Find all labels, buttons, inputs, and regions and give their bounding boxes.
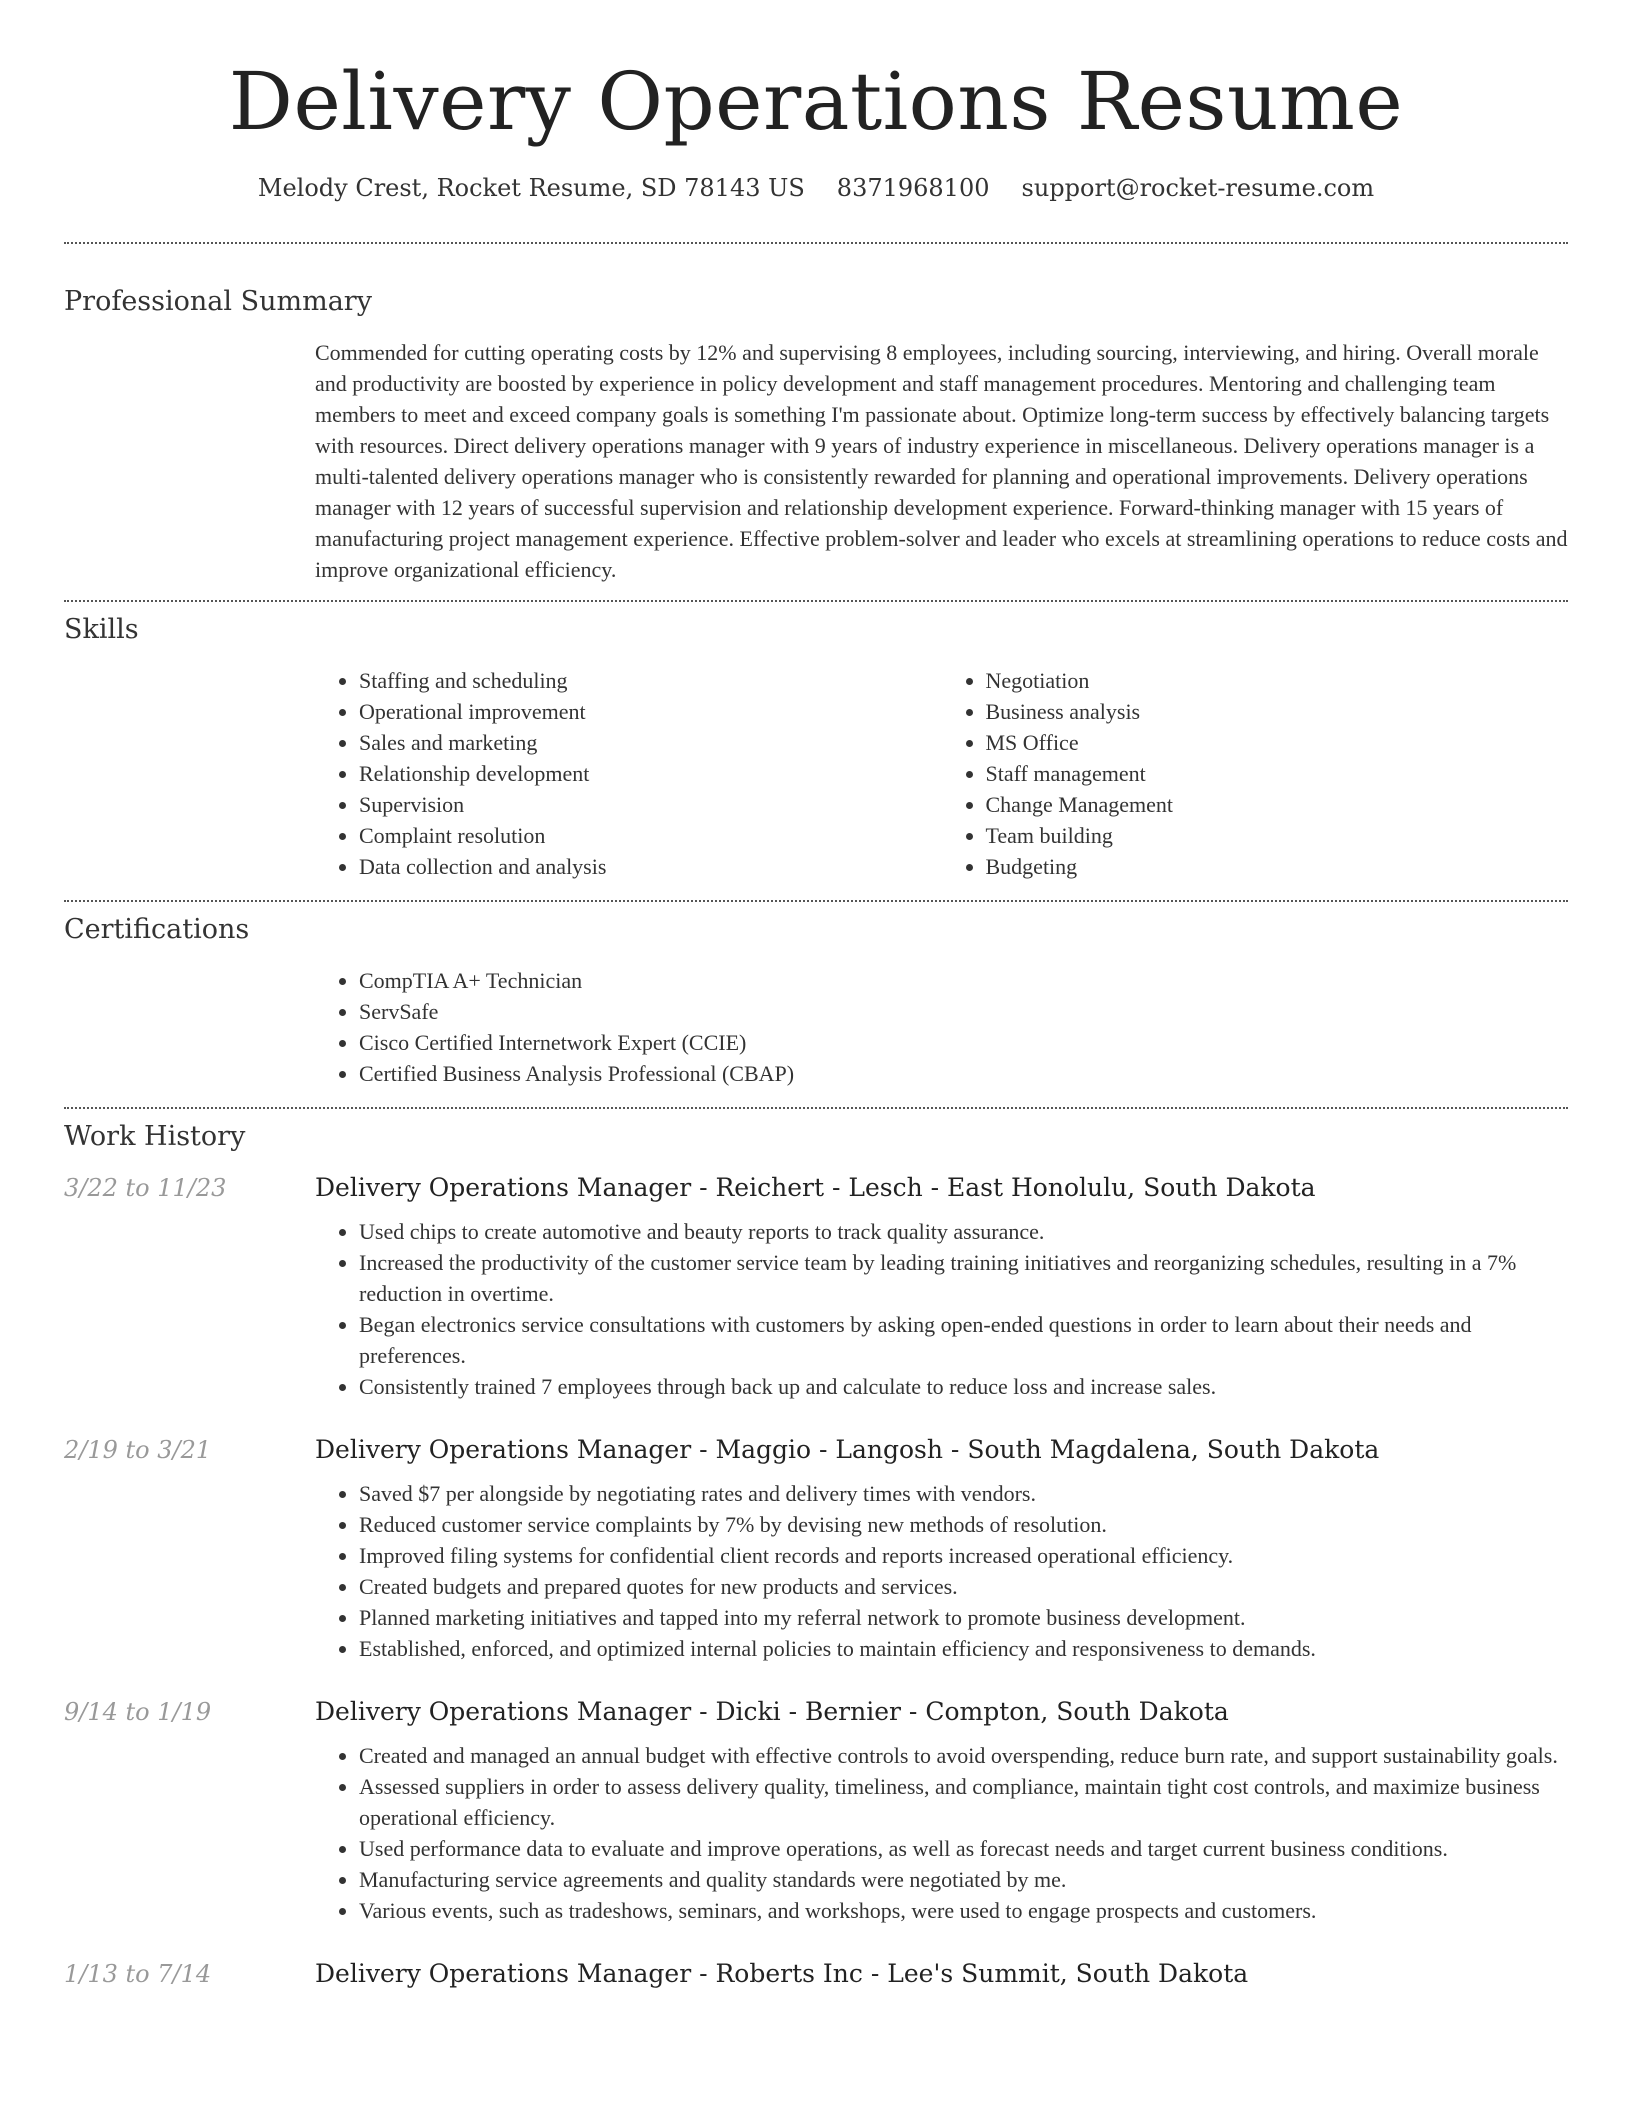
job-bullet: • Manufacturing service agreements and quality standards were negotiated by me.: [359, 1864, 1568, 1895]
skill-item: • Business analysis: [986, 696, 1569, 727]
resume-header: [0, 0, 1632, 202]
job-bullet: • Used chips to create automotive and beauty reports to track quality assurance.: [359, 1216, 1568, 1247]
job-bullet: • Assessed suppliers in order to assess delivery quality, timeliness, and compliance, maintain tight cost controls, and maximize business operational efficiency.: [359, 1771, 1568, 1833]
job-title: Delivery Operations Manager - Maggio - Langosh - South Magdalena, South Dakota: [315, 1435, 1380, 1464]
job-bullet: • Created and managed an annual budget with effective controls to avoid overspending, reduce burn rate, and support sustainability goals.: [359, 1740, 1568, 1771]
skill-item: • MS Office: [986, 727, 1569, 758]
skill-item: • Complaint resolution: [359, 820, 942, 851]
skills-list-left: [315, 665, 942, 882]
section-title-work-history: Work History: [64, 1121, 246, 1152]
certifications-section: [0, 902, 1632, 1089]
job-dates: 3/22 to 11/23: [64, 1174, 227, 1202]
skills-list-right: [942, 665, 1569, 882]
job-title: Delivery Operations Manager - Reichert - Lesch - East Honolulu, South Dakota: [315, 1173, 1316, 1202]
job-title: Delivery Operations Manager - Dicki - Bernier - Compton, South Dakota: [315, 1697, 1229, 1726]
section-title-summary: Professional Summary: [64, 286, 372, 317]
skill-item: • Staff management: [986, 758, 1569, 789]
job-dates: 2/19 to 3/21: [64, 1436, 212, 1464]
contact-phone: 8371968100: [836, 174, 990, 202]
skill-item: • Change Management: [986, 789, 1569, 820]
certifications-list: [315, 965, 1568, 1089]
job-entry: [64, 1432, 1568, 1664]
job-bullet: • Used performance data to evaluate and improve operations, as well as forecast needs and target current business conditions.: [359, 1833, 1568, 1864]
work-history-section: [0, 1109, 1632, 2002]
skill-item: • Data collection and analysis: [359, 851, 942, 882]
contact-email: support@rocket-resume.com: [1021, 174, 1375, 202]
skill-item: • Operational improvement: [359, 696, 942, 727]
summary-text: Commended for cutting operating costs by 12% and supervising 8 employees, including sourcing, interviewing, and hiring. Overall morale and productivity are boosted by experience in policy development and staff management procedures. Mentoring and challenging team members to meet and exceed company goals is something I'm passionate about. Optimize long-term success by effectively balancing targets with resources. Direct delivery operations manager with 9 years of industry experience in miscellaneous. Delivery operations manager is a multi-talented delivery operations manager who is consistently rewarded for planning and operational improvements. Delivery operations manager with 12 years of successful supervision and relationship development experience. Forward-thinking manager with 15 years of manufacturing project management experience. Effective problem-solver and leader who excels at streamlining operations to reduce costs and improve organizational efficiency.: [315, 340, 1568, 582]
job-bullet: • Established, enforced, and optimized internal policies to maintain efficiency and responsiveness to demands.: [359, 1633, 1568, 1664]
job-dates: 1/13 to 7/14: [64, 1960, 212, 1988]
certification-item: • CompTIA A+ Technician: [359, 965, 1568, 996]
skill-item: • Staffing and scheduling: [359, 665, 942, 696]
section-title-certifications: Certifications: [64, 914, 250, 945]
certification-item: • Cisco Certified Internetwork Expert (CCIE): [359, 1027, 1568, 1058]
job-entry: [64, 1956, 1568, 2002]
job-bullet: • Created budgets and prepared quotes for new products and services.: [359, 1571, 1568, 1602]
job-bullet: • Planned marketing initiatives and tapped into my referral network to promote business development.: [359, 1602, 1568, 1633]
job-bullet: • Increased the productivity of the customer service team by leading training initiatives and reorganizing schedules, resulting in a 7% reduction in overtime.: [359, 1247, 1568, 1309]
skill-item: • Sales and marketing: [359, 727, 942, 758]
job-dates: 9/14 to 1/19: [64, 1698, 212, 1726]
job-bullets: [315, 1478, 1568, 1664]
job-title: Delivery Operations Manager - Roberts Inc - Lee's Summit, South Dakota: [315, 1959, 1249, 1988]
section-title-skills: Skills: [64, 614, 139, 645]
job-bullet: • Saved $7 per alongside by negotiating rates and delivery times with vendors.: [359, 1478, 1568, 1509]
skill-item: • Relationship development: [359, 758, 942, 789]
job-entry: [64, 1694, 1568, 1926]
skill-item: • Negotiation: [986, 665, 1569, 696]
job-bullet: • Various events, such as tradeshows, seminars, and workshops, were used to engage prospects and customers.: [359, 1895, 1568, 1926]
job-bullet: • Began electronics service consultations with customers by asking open-ended questions in order to learn about their needs and preferences.: [359, 1309, 1568, 1371]
certification-item: • Certified Business Analysis Professional (CBAP): [359, 1058, 1568, 1089]
job-bullets: [315, 1740, 1568, 1926]
resume-title: Delivery Operations Resume: [228, 55, 1404, 148]
skill-item: • Budgeting: [986, 851, 1569, 882]
job-bullet: • Reduced customer service complaints by 7% by devising new methods of resolution.: [359, 1509, 1568, 1540]
skill-item: • Supervision: [359, 789, 942, 820]
job-bullet: • Consistently trained 7 employees through back up and calculate to reduce loss and increase sales.: [359, 1371, 1568, 1402]
summary-section: [0, 244, 1632, 585]
job-entry: [64, 1170, 1568, 1402]
job-bullets: [315, 1216, 1568, 1402]
certification-item: • ServSafe: [359, 996, 1568, 1027]
skill-item: • Team building: [986, 820, 1569, 851]
skills-section: [0, 602, 1632, 882]
contact-address: Melody Crest, Rocket Resume, SD 78143 US: [257, 174, 805, 202]
job-bullet: • Improved filing systems for confidential client records and reports increased operational efficiency.: [359, 1540, 1568, 1571]
contact-line: [0, 174, 1632, 202]
